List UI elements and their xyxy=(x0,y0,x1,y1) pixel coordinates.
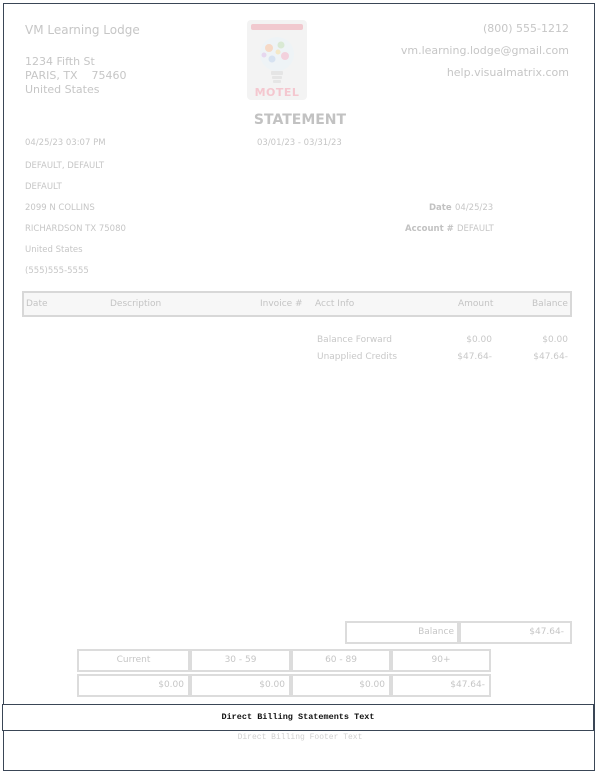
aging-header-90-plus: 90+ xyxy=(391,649,491,672)
column-header-amount: Amount xyxy=(458,299,494,309)
row-balance: $47.64- xyxy=(533,352,568,362)
column-header-date: Date xyxy=(26,299,48,309)
customer-phone: (555)555-5555 xyxy=(25,266,89,276)
customer-company: DEFAULT xyxy=(25,182,62,192)
customer-city: RICHARDSON TX 75080 xyxy=(25,224,126,234)
aging-value-current: $0.00 xyxy=(77,674,190,697)
customer-street: 2099 N COLLINS xyxy=(25,203,95,213)
table-header xyxy=(22,291,572,317)
direct-billing-footer-text: Direct Billing Footer Text xyxy=(237,733,363,742)
company-website: help.visualmatrix.com xyxy=(446,66,569,79)
row-acct-info: Unapplied Credits xyxy=(317,352,398,362)
customer-country: United States xyxy=(25,245,83,255)
row-balance: $0.00 xyxy=(542,335,568,345)
balance-label: Balance xyxy=(345,621,459,644)
column-header-acct-info: Acct Info xyxy=(315,299,355,309)
account-value: DEFAULT xyxy=(457,224,494,234)
statement-page xyxy=(3,3,595,771)
company-address-line3: United States xyxy=(25,83,100,96)
motel-logo xyxy=(247,20,307,100)
company-phone: (800) 555-1212 xyxy=(482,22,569,35)
column-header-balance: Balance xyxy=(532,299,568,309)
column-header-invoice: Invoice # xyxy=(260,299,303,309)
logo-text: MOTEL xyxy=(254,86,300,99)
column-header-description: Description xyxy=(110,299,162,309)
date-label: Date xyxy=(429,203,452,213)
company-name: VM Learning Lodge xyxy=(25,23,140,37)
company-email: vm.learning.lodge@gmail.com xyxy=(400,44,569,57)
aging-value-60-89: $0.00 xyxy=(291,674,391,697)
lightbulb-icon xyxy=(247,30,307,92)
statement-title: STATEMENT xyxy=(253,112,347,128)
row-amount: $0.00 xyxy=(466,335,492,345)
company-address-line1: 1234 Fifth St xyxy=(25,55,95,68)
account-label: Account # xyxy=(405,224,454,234)
date-value: 04/25/23 xyxy=(455,203,494,213)
aging-header-60-89: 60 - 89 xyxy=(291,649,391,672)
row-amount: $47.64- xyxy=(457,352,492,362)
aging-value-90-plus: $47.64- xyxy=(391,674,491,697)
aging-value-30-59: $0.00 xyxy=(190,674,291,697)
balance-value: $47.64- xyxy=(459,621,572,644)
printed-timestamp: 04/25/23 03:07 PM xyxy=(25,138,106,148)
customer-name: DEFAULT, DEFAULT xyxy=(25,161,105,171)
aging-table xyxy=(77,649,491,697)
row-acct-info: Balance Forward xyxy=(317,335,392,345)
direct-billing-text-bar: Direct Billing Statements Text xyxy=(2,704,594,731)
statement-period: 03/01/23 - 03/31/23 xyxy=(257,138,342,148)
aging-header-current: Current xyxy=(77,649,190,672)
company-address-line2: PARIS, TX 75460 xyxy=(25,69,127,82)
aging-header-30-59: 30 - 59 xyxy=(190,649,291,672)
